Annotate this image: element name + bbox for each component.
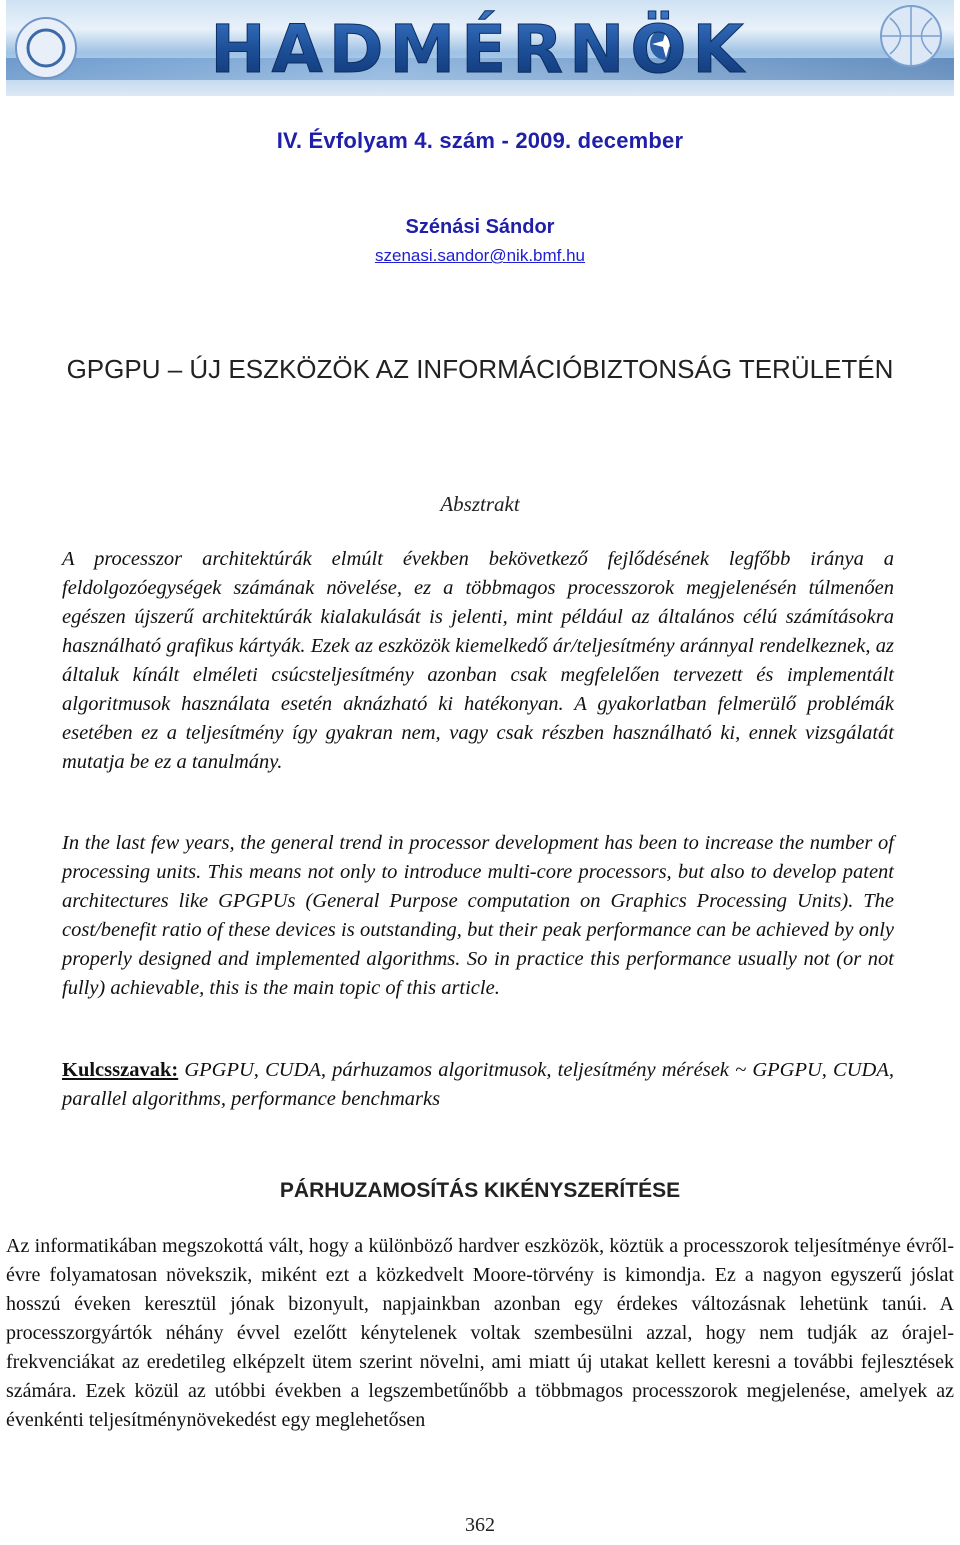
- author-name: Szénási Sándor: [405, 216, 555, 238]
- section-body: Az informatikában megszokottá vált, hogy a különböző hardver eszközök, köztük a processzorok teljesítménye évről-évre folyamatosan növekszik, miként ezt a közkedvelt Moore-törvény is kimondja. Ez a nagyon egyszerű jóslat hosszú éveken keresztül jónak bizonyult, napjainkban azonban egy érdekes változásnak lehetünk tanúi. A processzorgyártók néhány évvel ezelőtt kénytelenek voltak szembesülni azzal, hogy nem tudják az órajel-frekvenciákat az eredetileg elképzelt ütem szerint növelni, ami miatt új utakat kellett keresni a további fejlesztések számára. Ezek közül az utóbbi években a legszembetűnőbb a többmagos processzorok megjelenése, amelyek az évenkénti teljesítménynövekedést egy meglehetősen: [6, 1235, 954, 1431]
- abstract-hungarian: A processzor architektúrák elmúlt években bekövetkező fejlődésének legfőbb iránya a feldolgozóegységek számának növelése, ez a többmagos processzorok megjelenésén túlmenően egészen újszerű architektúrák kialakulását is jelenti, mint például az általános célú számításokra használható grafikus kártyák. Ezek az eszközök kiemelkedő ár/teljesítmény aránnyal rendelkeznek, az általuk kínált elméleti csúcsteljesítmény azonban csak megfelelően tervezett és implementált algoritmusok használata esetén aknázható ki hatékonyan. A gyakorlatban felmerülő problémák esetében ez a teljesítmény így gyakran nem, vagy csak részben használható ki, ennek vizsgálatát mutatja be ez a tanulmány.: [62, 548, 894, 773]
- keywords-text: GPGPU, CUDA, párhuzamos algoritmusok, teljesítmény mérések ~ GPGPU, CUDA, parallel algorithms, performance benchmarks: [62, 1059, 894, 1110]
- journal-banner: [6, 0, 954, 96]
- article-title: GPGPU – ÚJ ESZKÖZÖK AZ INFORMÁCIÓBIZTONSÁG TERÜLETÉN: [66, 354, 894, 384]
- journal-logo: [6, 0, 954, 96]
- emblem-left-icon: [16, 18, 76, 78]
- abstract-heading: Absztrakt: [440, 492, 520, 516]
- abstract-english: In the last few years, the general trend in processor development has been to increase the number of processing units. This means not only to introduce multi-core processors, but also to develop patent architectures like GPGPUs (General Purpose computation on Graphics Processing Units). The cost/benefit ratio of these devices is outstanding, but their peak performance can be achieved by only properly designed and implemented algorithms. So in practice this performance usually not (or not fully) achievable, this is the main topic of this article.: [62, 832, 894, 999]
- author-email-link[interactable]: szenasi.sandor@nik.bmf.hu: [374, 246, 586, 265]
- logo-graphic: [6, 0, 954, 96]
- issue-line: IV. Évfolyam 4. szám - 2009. december: [276, 128, 684, 153]
- page-number: 362: [465, 1514, 495, 1536]
- keywords-label: Kulcsszavak:: [62, 1059, 179, 1081]
- keywords: [62, 1056, 894, 1114]
- logo-text: HADMÉRNÖK: [210, 11, 750, 88]
- section-heading: PÁRHUZAMOSÍTÁS KIKÉNYSZERÍTÉSE: [279, 1179, 681, 1202]
